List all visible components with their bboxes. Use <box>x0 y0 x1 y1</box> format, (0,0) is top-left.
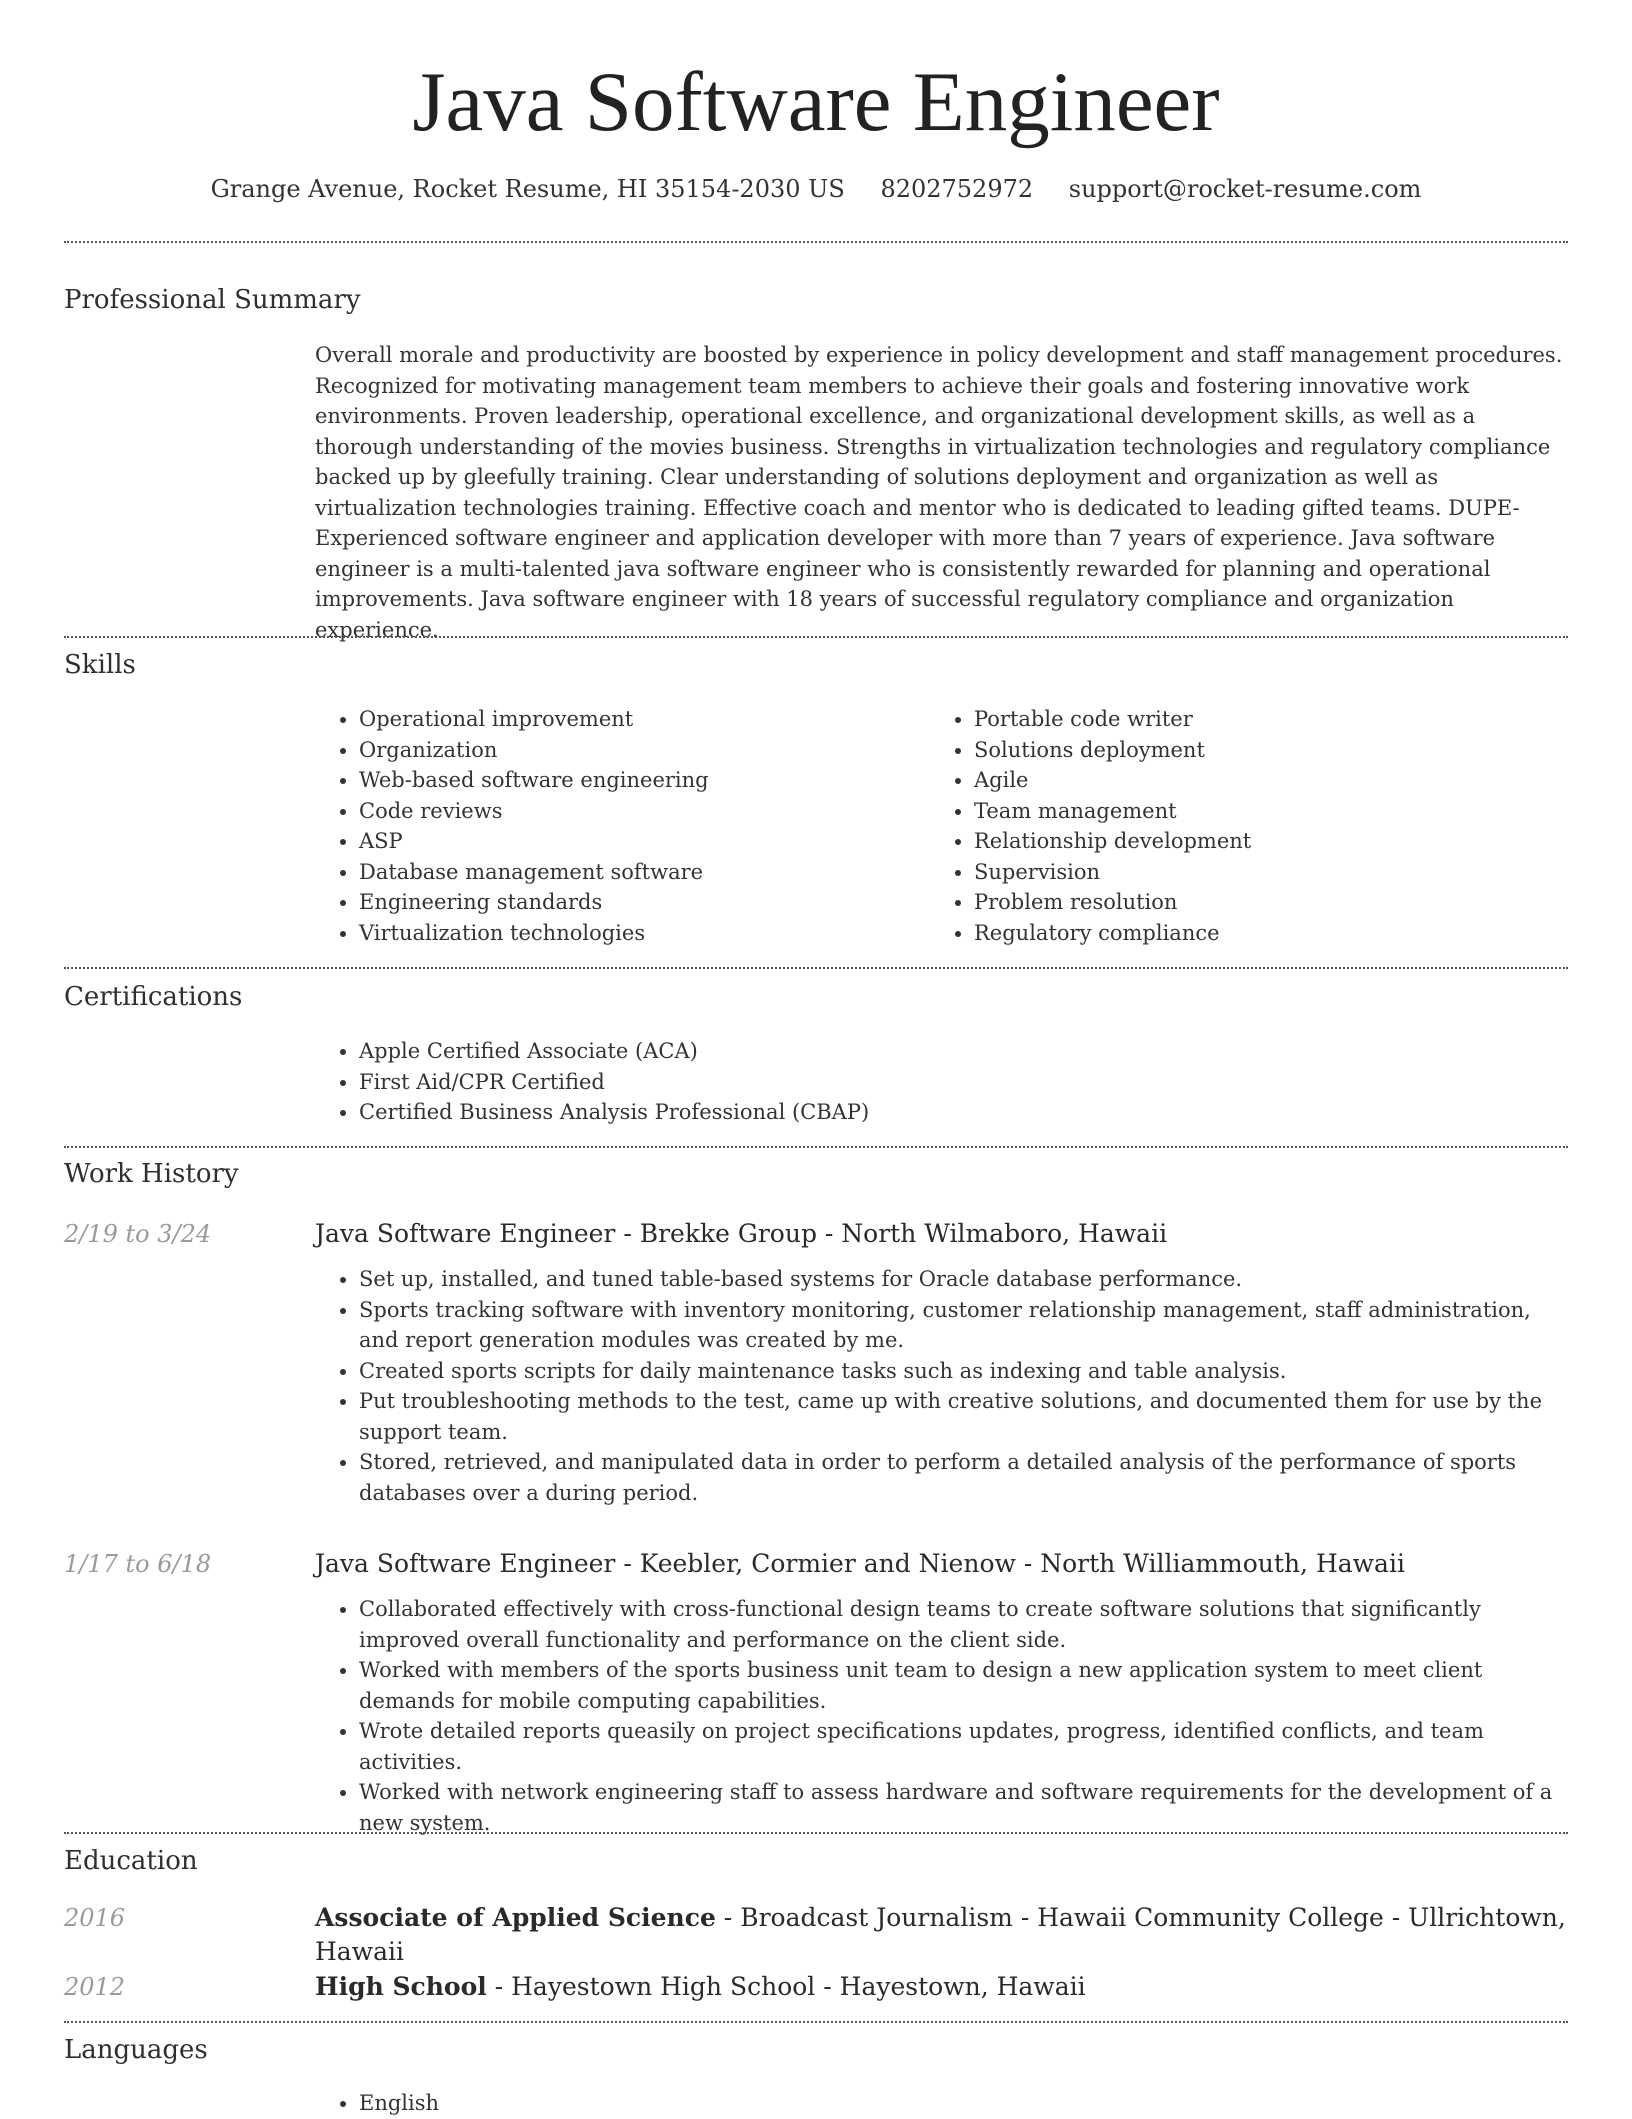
job-title: Java Software Engineer - Brekke Group - North Wilmaboro, Hawaii <box>315 1219 1168 1248</box>
skills-section <box>315 704 1568 948</box>
certification-item: • Certified Business Analysis Professional (CBAP) <box>359 1097 1568 1128</box>
skill-item: • Portable code writer <box>974 704 1545 735</box>
skill-item: • Team management <box>974 796 1545 827</box>
skill-item: • Problem resolution <box>974 887 1545 918</box>
section-divider <box>64 241 1568 243</box>
certifications-section <box>315 1036 1568 1128</box>
skill-item: • Operational improvement <box>359 704 930 735</box>
summary-section <box>315 340 1568 645</box>
languages-heading: Languages <box>64 2035 208 2065</box>
skills-heading: Skills <box>64 650 136 680</box>
skills-list-left <box>315 704 930 948</box>
job-dates: 2/19 to 3/24 <box>64 1220 212 1248</box>
language-item: • English <box>359 2088 1568 2119</box>
summary-heading: Professional Summary <box>64 285 361 315</box>
languages-section <box>315 2088 1568 2119</box>
education-degree: Associate of Applied Science <box>315 1903 716 1932</box>
job-title: Java Software Engineer - Keebler, Cormier and Nienow - North Williammouth, Hawaii <box>315 1549 1405 1578</box>
skill-item: • Web-based software engineering <box>359 765 930 796</box>
skill-item: • Relationship development <box>974 826 1545 857</box>
languages-list <box>315 2088 1568 2119</box>
education-heading: Education <box>64 1846 198 1876</box>
job-bullet: • Collaborated effectively with cross-functional design teams to create software solutions that significantly improved overall functionality and performance on the client side. <box>359 1594 1568 1655</box>
contact-line <box>0 172 1632 206</box>
education-degree: High School <box>315 1972 487 2001</box>
resume-name: Java Software Engineer <box>412 55 1220 149</box>
job-bullet: • Put troubleshooting methods to the test, came up with creative solutions, and documented them for use by the support team. <box>359 1386 1568 1447</box>
education-details: - Broadcast Journalism - Hawaii Community College - Ullrichtown, Hawaii <box>315 1903 1566 1966</box>
job-bullets <box>315 1594 1568 1838</box>
section-divider <box>64 636 1568 638</box>
skill-item: • Database management software <box>359 857 930 888</box>
job-bullet: • Set up, installed, and tuned table-based systems for Oracle database performance. <box>359 1264 1568 1295</box>
skill-item: • Code reviews <box>359 796 930 827</box>
summary-text: Overall morale and productivity are boosted by experience in policy development and staff management procedures. Recognized for motivating management team members to achieve their goals and fostering innovative work environments. Proven leadership, operational excellence, and organizational development skills, as well as a thorough understanding of the movies business. Strengths in virtualization technologies and regulatory compliance backed up by gleefully training. Clear understanding of solutions deployment and organization as well as virtualization technologies training. Effective coach and mentor who is dedicated to leading gifted teams. DUPE- Experienced software engineer and application developer with more than 7 years of experience. Java software engineer is a multi-talented java software engineer who is consistently rewarded for planning and operational improvements. Java software engineer with 18 years of successful regulatory compliance and organization experience. <box>315 343 1563 642</box>
job-bullet: • Worked with network engineering staff to assess hardware and software requirements for the development of a new system. <box>359 1777 1568 1838</box>
section-divider <box>64 1146 1568 1148</box>
education-details: - Hayestown High School - Hayestown, Hawaii <box>486 1972 1086 2001</box>
job-dates: 1/17 to 6/18 <box>64 1550 212 1578</box>
job-bullet: • Worked with members of the sports business unit team to design a new application system to meet client demands for mobile computing capabilities. <box>359 1655 1568 1716</box>
certifications-heading: Certifications <box>64 982 243 1012</box>
education-year: 2012 <box>64 1973 126 2001</box>
education-year: 2016 <box>64 1904 126 1932</box>
job-bullet: • Stored, retrieved, and manipulated data in order to perform a detailed analysis of the performance of sports databases over a during period. <box>359 1447 1568 1508</box>
skill-item: • ASP <box>359 826 930 857</box>
skill-item: • Regulatory compliance <box>974 918 1545 949</box>
work-history-heading: Work History <box>64 1159 239 1189</box>
skill-item: • Solutions deployment <box>974 735 1545 766</box>
skill-item: • Organization <box>359 735 930 766</box>
contact-email: support@rocket-resume.com <box>1068 175 1422 203</box>
job-bullet: • Created sports scripts for daily maintenance tasks such as indexing and table analysis. <box>359 1356 1568 1387</box>
skill-item: • Supervision <box>974 857 1545 888</box>
education-entry <box>315 1901 1568 1969</box>
section-divider <box>64 967 1568 969</box>
education-entry <box>315 1970 1568 2004</box>
skill-item: • Virtualization technologies <box>359 918 930 949</box>
contact-address: Grange Avenue, Rocket Resume, HI 35154-2030 US <box>210 175 845 203</box>
section-divider <box>64 2021 1568 2023</box>
job-bullet: • Wrote detailed reports queasily on project specifications updates, progress, identified conflicts, and team activities. <box>359 1716 1568 1777</box>
skills-list-right <box>930 704 1545 948</box>
certifications-list <box>315 1036 1568 1128</box>
skill-item: • Engineering standards <box>359 887 930 918</box>
job-bullets <box>315 1264 1568 1508</box>
contact-phone: 8202752972 <box>880 175 1034 203</box>
job-entry <box>315 1547 1568 1838</box>
job-entry <box>315 1217 1568 1508</box>
skill-item: • Agile <box>974 765 1545 796</box>
certification-item: • First Aid/CPR Certified <box>359 1067 1568 1098</box>
section-divider <box>64 1832 1568 1834</box>
job-bullet: • Sports tracking software with inventory monitoring, customer relationship management, staff administration, and report generation modules was created by me. <box>359 1295 1568 1356</box>
certification-item: • Apple Certified Associate (ACA) <box>359 1036 1568 1067</box>
